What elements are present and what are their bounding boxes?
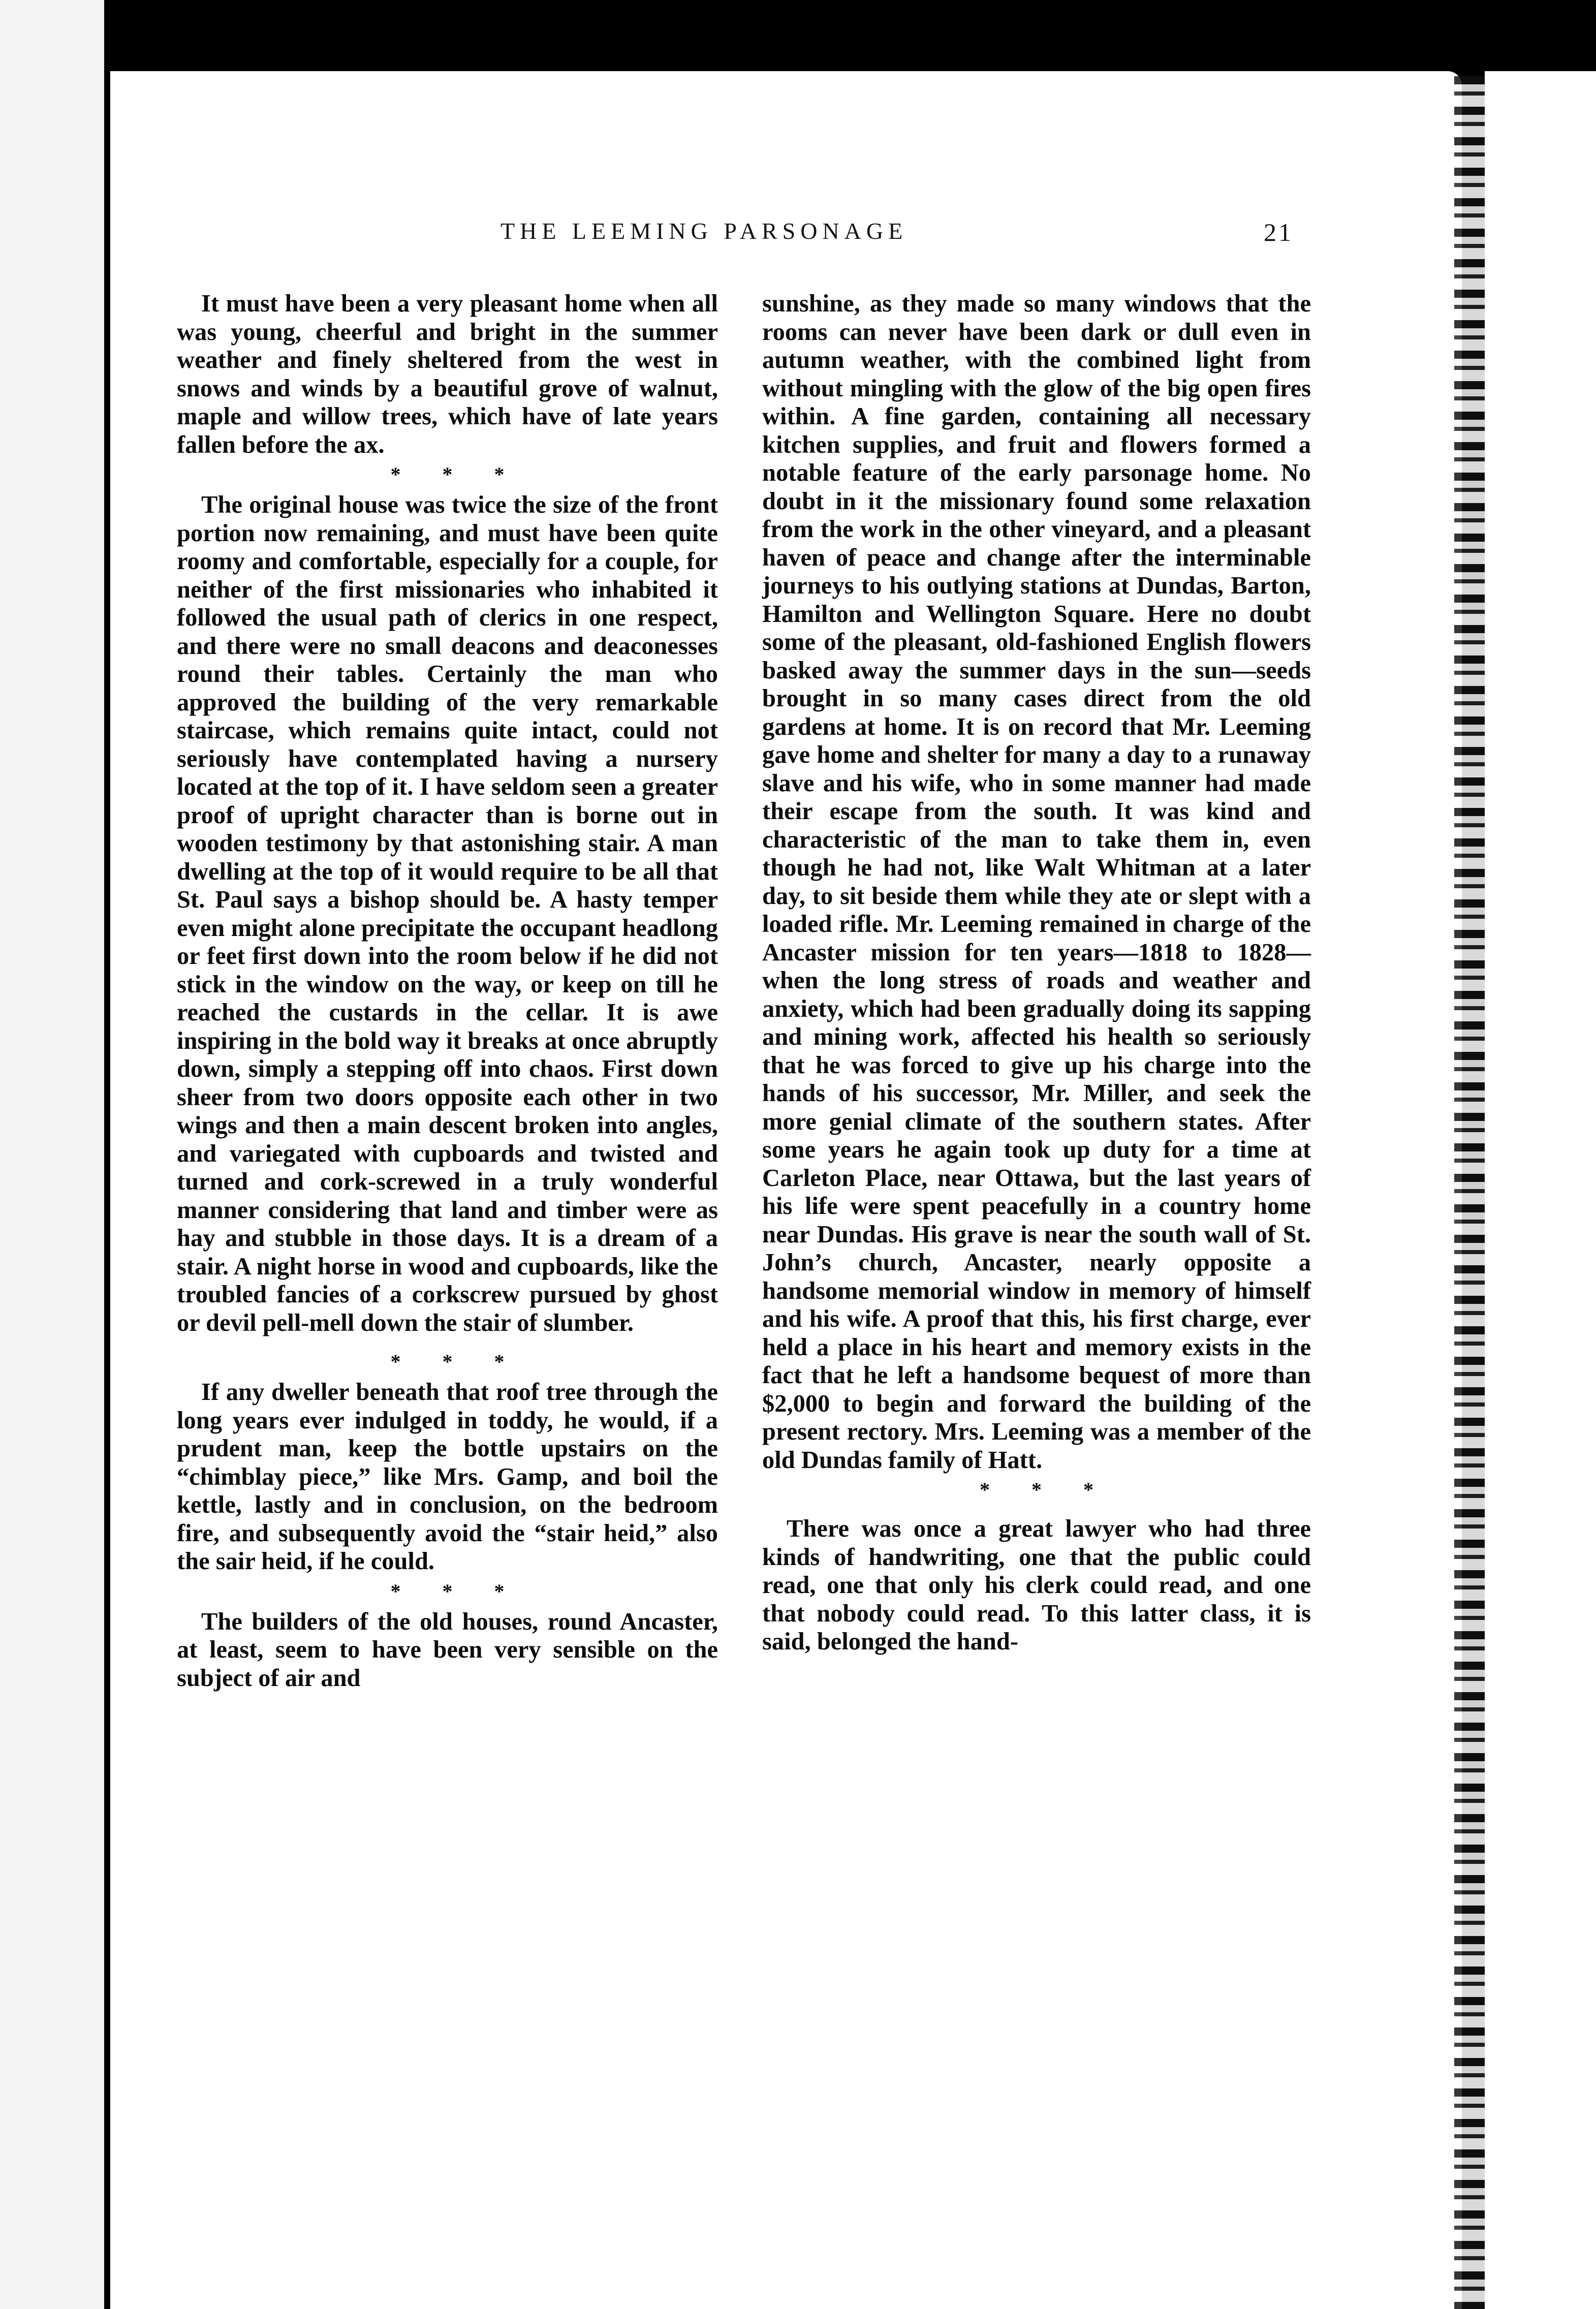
scan-right-margin (1485, 71, 1596, 2309)
scan-page-edge (104, 0, 110, 2309)
paragraph: It must have been a very pleasant home when all was young, cheerful and bright in the summer weather and finely sheltered from the west in snows and winds by a beautiful grove of walnut, maple and willow trees, which have of late years fallen before the ax. (177, 290, 718, 458)
scan-right-edge (1454, 76, 1485, 2309)
section-separator: * * * (980, 1478, 1112, 1501)
running-title: THE LEEMING PARSONAGE (500, 218, 908, 244)
section-separator: * * * (390, 463, 523, 486)
left-column (177, 290, 718, 1692)
scan-left-margin (0, 0, 104, 2309)
paragraph: If any dweller beneath that roof tree through the long years ever indulged in toddy, he would, if a prudent man, keep the bottle upstairs on the “chimblay piece,” like Mrs. Gamp, and boil the kettle, lastly and in conclusion, on the bedroom fire, and subsequently avoid the “stair heid,” also the sair heid, if he could. (177, 1379, 718, 1575)
paragraph: The original house was twice the size of the front portion now remaining, and must have been quite roomy and comfortable, especially for a couple, for neither of the first missionaries who inhabited it followed the usual path of clerics in one respect, and there were no small deacons and deaconesses round their tables. Certainly the man who approved the building of the very remarkable staircase, which remains quite intact, could not seriously have contemplated having a nursery located at the top of it. I have seldom seen a greater proof of upright character than is borne out in wooden testimony by that astonishing stair. A man dwelling at the top of it would require to be all that St. Paul says a bishop should be. A hasty temper even might alone precipitate the occupant headlong or feet first down into the room below if he did not stick in the window on the way, or keep on till he reached the custards in the cellar. It is awe inspiring in the bold way it breaks at once abruptly down, simply a stepping off into chaos. First down sheer from two doors opposite each other in two wings and then a main descent broken into angles, and variegated with cupboards and twisted and turned and cork-screwed in a truly wonderful manner considering that land and timber were as hay and stubble in those days. It is a dream of a stair. A night horse in wood and cupboards, like the troubled fancies of a corkscrew pursued by ghost or devil pell-mell down the stair of slumber. (177, 491, 718, 1336)
page-header (500, 217, 1293, 253)
section-separator: * * * (390, 1579, 523, 1603)
page-number: 21 (1264, 218, 1293, 246)
right-column (762, 290, 1311, 1656)
section-separator: * * * (390, 1350, 523, 1373)
paragraph: There was once a great lawyer who had three kinds of handwriting, one that the public could read, one that only his clerk could read, and one that nobody could read. To this latter class, it is said, belonged the hand- (762, 1515, 1311, 1655)
paragraph: The builders of the old houses, round Ancaster, at least, seem to have been very sensible on the subject of air and (177, 1608, 718, 1692)
paragraph: sunshine, as they made so many windows that the rooms can never have been dark or dull even in autumn weather, with the combined light from without mingling with the glow of the big open fires within. A fine garden, containing all necessary kitchen supplies, and fruit and flowers formed a notable feature of the early parsonage home. No doubt in it the missionary found some relaxation from the work in the other vineyard, and a pleasant haven of peace and change after the interminable journeys to his outlying stations at Dundas, Barton, Hamilton and Wellington Square. Here no doubt some of the pleasant, old-fashioned English flowers basked away the summer days in the sun—seeds brought in so many cases direct from the old gardens at home. It is on record that Mr. Leeming gave home and shelter for many a day to a runaway slave and his wife, who in some manner had made their escape from the south. It was kind and characteristic of the man to take them in, even though he had not, like Walt Whitman at a later day, to sit beside them while they ate or slept with a loaded rifle. Mr. Leeming remained in charge of the Ancaster mission for ten years—1818 to 1828—when the long stress of roads and weather and anxiety, which had been gradually doing its sapping and mining work, affected his health so seriously that he was forced to give up his charge into the hands of his successor, Mr. Miller, and seek the more genial climate of the southern states. After some years he again took up duty for a time at Carleton Place, near Ottawa, but the last years of his life were spent peacefully in a country home near Dundas. His grave is near the south wall of St. John’s church, Ancaster, nearly opposite a handsome memorial window in memory of himself and his wife. A proof that this, his first charge, ever held a place in his heart and memory exists in the fact that he left a handsome bequest of more than $2,000 to begin and forward the building of the present rectory. Mrs. Leeming was a member of the old Dundas family of Hatt. (762, 290, 1311, 1474)
